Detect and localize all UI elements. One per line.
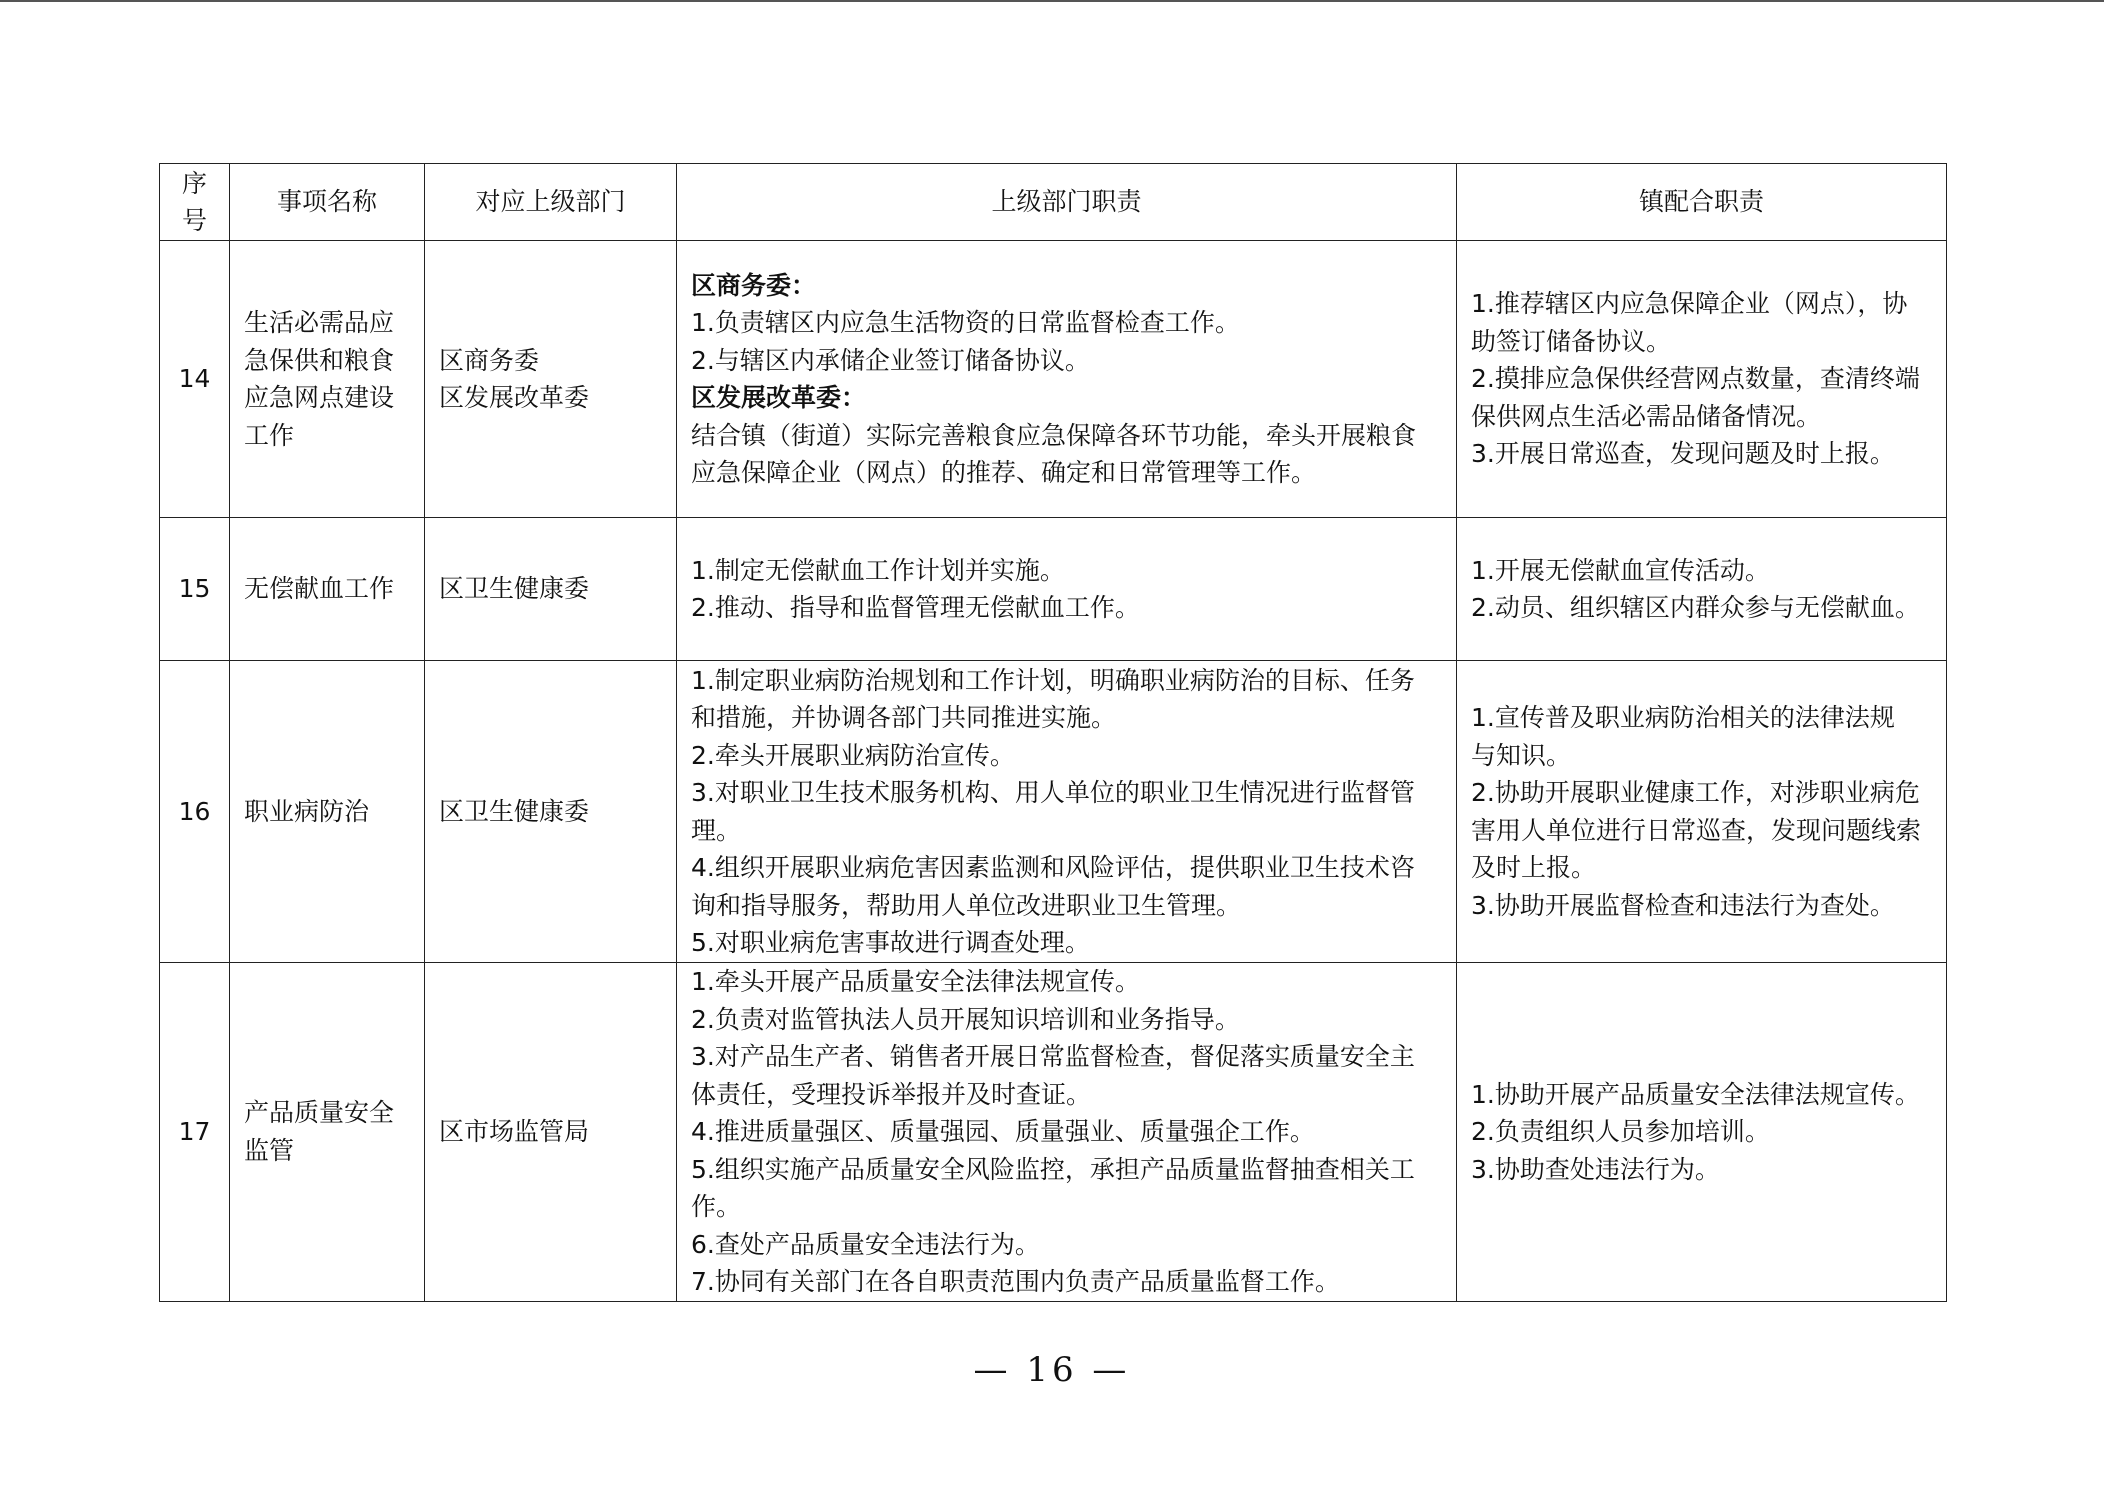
duty-line: 理。 [691, 815, 742, 845]
row-seq: 15 [160, 518, 230, 661]
town-duty-line: 害用人单位进行日常巡查，发现问题线索 [1471, 815, 1922, 845]
town-duty-line: 保供网点生活必需品储备情况。 [1471, 401, 1822, 431]
item-name-line: 无偿献血工作 [244, 574, 395, 604]
table-row [160, 661, 1947, 963]
row-superior-duty [677, 518, 1457, 661]
duty-line: 3.对产品生产者、销售者开展日常监督检查，督促落实质量安全主 [691, 1042, 1415, 1071]
dept-name: 区卫生健康委 [439, 796, 590, 826]
header-superior-dept: 对应上级部门 [425, 164, 677, 241]
row-town-duty [1457, 241, 1947, 518]
dept-name: 区商务委 [439, 345, 540, 375]
duty-line: 7.协同有关部门在各自职责范围内负责产品质量监督工作。 [691, 1267, 1340, 1296]
table-row [160, 241, 1947, 518]
town-duty-line: 2.协助开展职业健康工作，对涉职业病危 [1471, 778, 1920, 807]
header-seq [160, 164, 230, 241]
row-item-name [230, 241, 425, 518]
table-row [160, 518, 1947, 661]
row-superior-duty [677, 241, 1457, 518]
page-number: — 16 — [973, 1350, 1131, 1390]
town-duty-line: 3.协助查处违法行为。 [1471, 1154, 1720, 1184]
duty-line: 体责任，受理投诉举报并及时查证。 [691, 1079, 1092, 1109]
town-duty-line: 助签订储备协议。 [1471, 326, 1672, 356]
row-superior-duty [677, 661, 1457, 963]
item-name-line: 职业病防治 [244, 796, 370, 826]
duty-line: 应急保障企业（网点）的推荐、确定和日常管理等工作。 [691, 458, 1317, 487]
row-superior-dept [425, 241, 677, 518]
row-seq: 14 [160, 241, 230, 518]
item-name-line: 监管 [244, 1135, 295, 1165]
duty-line: 5.对职业病危害事故进行调查处理。 [691, 928, 1090, 957]
row-town-duty [1457, 963, 1947, 1302]
row-superior-dept [425, 518, 677, 661]
table-body [160, 241, 1947, 1302]
item-name-line: 生活必需品应 [244, 308, 395, 337]
duty-line: 1.负责辖区内应急生活物资的日常监督检查工作。 [691, 308, 1240, 337]
table-header-row [160, 164, 1947, 241]
row-seq: 16 [160, 661, 230, 963]
row-superior-dept [425, 963, 677, 1302]
duty-line: 5.组织实施产品质量安全风险监控，承担产品质量监督抽查相关工作。 [691, 1154, 1415, 1221]
row-item-name [230, 963, 425, 1302]
header-seq-line2: 号 [181, 206, 207, 235]
town-duty-line: 1.协助开展产品质量安全法律法规宣传。 [1471, 1079, 1920, 1109]
duty-line: 1.制定无偿献血工作计划并实施。 [691, 555, 1065, 585]
duty-line: 1.牵头开展产品质量安全法律法规宣传。 [691, 967, 1140, 996]
town-duty-line: 及时上报。 [1471, 853, 1597, 882]
town-duty-line: 2.动员、组织辖区内群众参与无偿献血。 [1471, 593, 1920, 622]
item-name-line: 应急网点建设 [244, 383, 395, 412]
town-duty-line: 1.宣传普及职业病防治相关的法律法规 [1471, 703, 1895, 732]
responsibility-table [159, 163, 1947, 1302]
duty-dept-heading: 区发展改革委： [691, 383, 867, 412]
header-town-duty: 镇配合职责 [1457, 164, 1947, 241]
item-name-line: 急保供和粮食 [244, 345, 395, 375]
header-seq-line1: 序 [181, 168, 207, 198]
dept-name: 区发展改革委 [439, 383, 590, 412]
duty-line: 询和指导服务，帮助用人单位改进职业卫生管理。 [691, 890, 1242, 920]
dept-name: 区市场监管局 [439, 1117, 590, 1146]
duty-line: 2.牵头开展职业病防治宣传。 [691, 740, 1015, 770]
row-superior-duty [677, 963, 1457, 1302]
town-duty-line: 1.开展无偿献血宣传活动。 [1471, 555, 1770, 585]
item-name-line: 工作 [244, 420, 295, 450]
dept-name: 区卫生健康委 [439, 574, 590, 604]
town-duty-line: 2.负责组织人员参加培训。 [1471, 1117, 1770, 1146]
duty-line: 2.与辖区内承储企业签订储备协议。 [691, 345, 1090, 375]
town-duty-line: 3.协助开展监督检查和违法行为查处。 [1471, 890, 1895, 920]
duty-line: 2.推动、指导和监督管理无偿献血工作。 [691, 593, 1140, 622]
duty-line: 3.对职业卫生技术服务机构、用人单位的职业卫生情况进行监督管 [691, 778, 1415, 807]
duty-line: 2.负责对监管执法人员开展知识培训和业务指导。 [691, 1004, 1240, 1034]
header-item-name: 事项名称 [230, 164, 425, 241]
duty-line: 和措施，并协调各部门共同推进实施。 [691, 703, 1117, 732]
row-item-name [230, 661, 425, 963]
row-town-duty [1457, 661, 1947, 963]
table-row [160, 963, 1947, 1302]
town-duty-line: 2.摸排应急保供经营网点数量，查清终端 [1471, 364, 1920, 394]
duty-line: 结合镇（街道）实际完善粮食应急保障各环节功能，牵头开展粮食 [691, 420, 1417, 450]
duty-line: 6.查处产品质量安全违法行为。 [691, 1229, 1040, 1259]
town-duty-line: 与知识。 [1471, 740, 1572, 770]
duty-line: 4.推进质量强区、质量强园、质量强业、质量强企工作。 [691, 1117, 1315, 1146]
duty-line: 4.组织开展职业病危害因素监测和风险评估，提供职业卫生技术咨 [691, 853, 1415, 882]
top-border-line [0, 0, 2104, 2]
town-duty-line: 3.开展日常巡查，发现问题及时上报。 [1471, 439, 1895, 469]
row-superior-dept [425, 661, 677, 963]
row-seq: 17 [160, 963, 230, 1302]
duty-dept-heading: 区商务委： [691, 270, 817, 300]
row-town-duty [1457, 518, 1947, 661]
duty-line: 1.制定职业病防治规划和工作计划，明确职业病防治的目标、任务 [691, 665, 1415, 695]
row-item-name [230, 518, 425, 661]
town-duty-line: 1.推荐辖区内应急保障企业（网点），协 [1471, 289, 1908, 319]
item-name-line: 产品质量安全 [244, 1098, 395, 1128]
header-superior-duty: 上级部门职责 [677, 164, 1457, 241]
